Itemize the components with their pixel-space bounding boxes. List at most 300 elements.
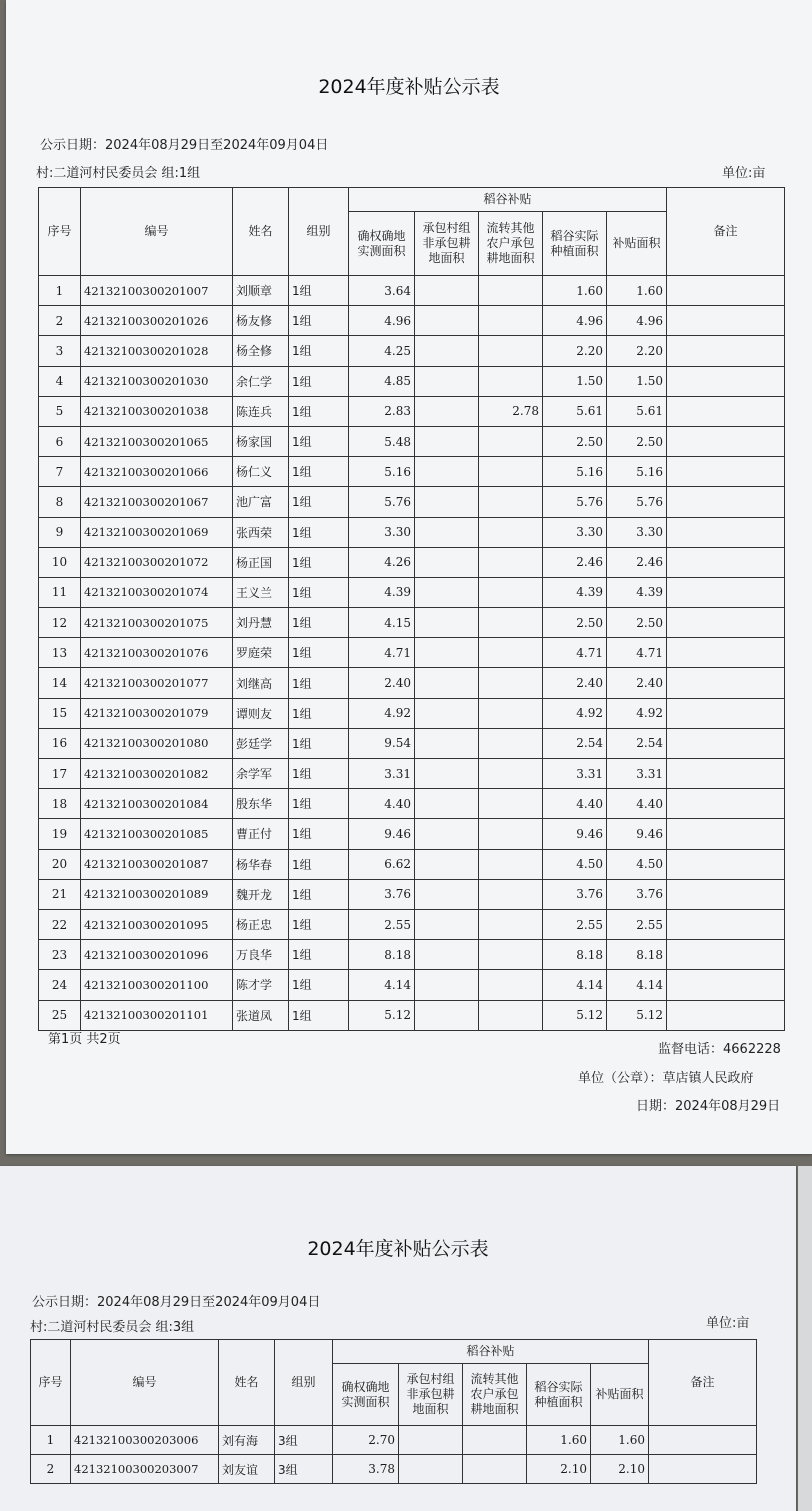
- cell-remark: [667, 276, 785, 306]
- cell-group: 1组: [289, 1000, 349, 1030]
- cell-group: 1组: [289, 940, 349, 970]
- cell-subsidy-area: 2.55: [607, 909, 667, 939]
- cell-name: 彭廷学: [233, 728, 289, 758]
- cell-code: 42132100300201095: [81, 909, 233, 939]
- cell-name: 刘丹慧: [233, 608, 289, 638]
- header-code: 编号: [81, 188, 233, 276]
- cell-confirmed-area: 4.96: [349, 306, 415, 336]
- table-row: [39, 970, 785, 1000]
- cell-confirmed-area: 4.39: [349, 577, 415, 607]
- cell-name: 余学军: [233, 759, 289, 789]
- cell-remark: [667, 577, 785, 607]
- cell-seq: 10: [39, 547, 81, 577]
- cell-transfer-area: [479, 940, 543, 970]
- cell-remark: [667, 426, 785, 456]
- cell-village-area: [415, 517, 479, 547]
- table-row: [39, 638, 785, 668]
- table-row: [39, 306, 785, 336]
- cell-planted-area: 2.50: [543, 608, 607, 638]
- cell-village-area: [415, 457, 479, 487]
- cell-village-area: [415, 396, 479, 426]
- header-subsidy-area: 补贴面积: [607, 212, 667, 276]
- cell-planted-area: 3.30: [543, 517, 607, 547]
- cell-transfer-area: [479, 1000, 543, 1030]
- cell-transfer-area: [479, 879, 543, 909]
- cell-transfer-area: [479, 487, 543, 517]
- cell-subsidy-area: 4.50: [607, 849, 667, 879]
- cell-seq: 15: [39, 698, 81, 728]
- cell-code: 42132100300201085: [81, 819, 233, 849]
- cell-subsidy-area: 2.50: [607, 608, 667, 638]
- header-rice-subsidy: 稻谷补贴: [349, 188, 667, 212]
- cell-planted-area: 8.18: [543, 940, 607, 970]
- header-planted-area: 稻谷实际种植面积: [527, 1364, 591, 1426]
- cell-subsidy-area: 5.76: [607, 487, 667, 517]
- cell-planted-area: 4.71: [543, 638, 607, 668]
- cell-confirmed-area: 3.78: [333, 1455, 399, 1484]
- cell-confirmed-area: 5.12: [349, 1000, 415, 1030]
- cell-confirmed-area: 3.30: [349, 517, 415, 547]
- cell-name: 杨友修: [233, 306, 289, 336]
- cell-seq: 5: [39, 396, 81, 426]
- cell-name: 魏开龙: [233, 879, 289, 909]
- cell-seq: 14: [39, 668, 81, 698]
- cell-confirmed-area: 2.70: [333, 1426, 399, 1455]
- cell-seq: 9: [39, 517, 81, 547]
- cell-remark: [667, 728, 785, 758]
- cell-confirmed-area: 4.71: [349, 638, 415, 668]
- cell-village-area: [415, 940, 479, 970]
- cell-planted-area: 9.46: [543, 819, 607, 849]
- cell-code: 42132100300201030: [81, 366, 233, 396]
- cell-planted-area: 2.46: [543, 547, 607, 577]
- cell-seq: 18: [39, 789, 81, 819]
- cell-group: 1组: [289, 849, 349, 879]
- publication-period: 公示日期：2024年08月29日至2024年09月04日: [32, 1295, 321, 1310]
- cell-subsidy-area: 5.16: [607, 457, 667, 487]
- cell-transfer-area: [479, 970, 543, 1000]
- cell-remark: [667, 547, 785, 577]
- table-row: [31, 1455, 757, 1484]
- cell-name: 杨全修: [233, 336, 289, 366]
- cell-code: 42132100300201077: [81, 668, 233, 698]
- cell-seq: 13: [39, 638, 81, 668]
- cell-name: 杨家国: [233, 426, 289, 456]
- cell-planted-area: 2.20: [543, 336, 607, 366]
- cell-planted-area: 5.61: [543, 396, 607, 426]
- header-rice-subsidy: 稻谷补贴: [333, 1340, 649, 1364]
- table-row: [39, 547, 785, 577]
- cell-code: 42132100300203007: [71, 1455, 219, 1484]
- cell-village-area: [415, 698, 479, 728]
- cell-village-area: [415, 728, 479, 758]
- cell-remark: [667, 759, 785, 789]
- table-row: [39, 668, 785, 698]
- cell-group: 1组: [289, 517, 349, 547]
- cell-remark: [667, 608, 785, 638]
- cell-seq: 1: [31, 1426, 71, 1455]
- cell-village-area: [415, 1000, 479, 1030]
- cell-seq: 8: [39, 487, 81, 517]
- cell-name: 陈才学: [233, 970, 289, 1000]
- header-transfer-area: 流转其他农户承包耕地面积: [479, 212, 543, 276]
- cell-group: 1组: [289, 608, 349, 638]
- cell-seq: 2: [31, 1455, 71, 1484]
- cell-code: 42132100300201087: [81, 849, 233, 879]
- cell-remark: [667, 638, 785, 668]
- cell-code: 42132100300201026: [81, 306, 233, 336]
- cell-code: 42132100300203006: [71, 1426, 219, 1455]
- cell-transfer-area: [479, 698, 543, 728]
- cell-planted-area: 4.92: [543, 698, 607, 728]
- cell-code: 42132100300201028: [81, 336, 233, 366]
- cell-group: 1组: [289, 336, 349, 366]
- cell-village-area: [415, 608, 479, 638]
- cell-name: 万良华: [233, 940, 289, 970]
- cell-transfer-area: [479, 759, 543, 789]
- cell-name: 杨华春: [233, 849, 289, 879]
- cell-subsidy-area: 2.54: [607, 728, 667, 758]
- cell-name: 罗庭荣: [233, 638, 289, 668]
- cell-planted-area: 3.31: [543, 759, 607, 789]
- cell-subsidy-area: 2.50: [607, 426, 667, 456]
- cell-group: 1组: [289, 759, 349, 789]
- header-confirmed-area: 确权确地实测面积: [333, 1364, 399, 1426]
- cell-transfer-area: [479, 306, 543, 336]
- cell-confirmed-area: 2.55: [349, 909, 415, 939]
- cell-group: 1组: [289, 668, 349, 698]
- table-row: [39, 457, 785, 487]
- cell-transfer-area: [463, 1426, 527, 1455]
- cell-planted-area: 4.39: [543, 577, 607, 607]
- header-confirmed-area: 确权确地实测面积: [349, 212, 415, 276]
- cell-remark: [667, 457, 785, 487]
- cell-group: 1组: [289, 366, 349, 396]
- cell-planted-area: 3.76: [543, 879, 607, 909]
- cell-transfer-area: [479, 849, 543, 879]
- cell-confirmed-area: 3.64: [349, 276, 415, 306]
- cell-code: 42132100300201072: [81, 547, 233, 577]
- cell-subsidy-area: 4.96: [607, 306, 667, 336]
- cell-subsidy-area: 4.14: [607, 970, 667, 1000]
- cell-village-area: [415, 970, 479, 1000]
- cell-code: 42132100300201100: [81, 970, 233, 1000]
- cell-planted-area: 2.10: [527, 1455, 591, 1484]
- cell-confirmed-area: 3.76: [349, 879, 415, 909]
- cell-group: 1组: [289, 306, 349, 336]
- cell-code: 42132100300201075: [81, 608, 233, 638]
- cell-group: 1组: [289, 879, 349, 909]
- cell-subsidy-area: 4.92: [607, 698, 667, 728]
- cell-village-area: [415, 547, 479, 577]
- header-seq: 序号: [31, 1340, 71, 1426]
- cell-village-area: [415, 638, 479, 668]
- cell-village-area: [415, 426, 479, 456]
- cell-planted-area: 4.96: [543, 306, 607, 336]
- table-row: [39, 1000, 785, 1030]
- cell-seq: 6: [39, 426, 81, 456]
- cell-planted-area: 5.16: [543, 457, 607, 487]
- cell-remark: [667, 336, 785, 366]
- cell-village-area: [415, 668, 479, 698]
- cell-name: 刘有海: [219, 1426, 275, 1455]
- cell-remark: [667, 487, 785, 517]
- cell-group: 1组: [289, 276, 349, 306]
- cell-remark: [667, 789, 785, 819]
- cell-group: 1组: [289, 819, 349, 849]
- cell-code: 42132100300201007: [81, 276, 233, 306]
- cell-name: 谭则友: [233, 698, 289, 728]
- cell-remark: [667, 366, 785, 396]
- cell-seq: 1: [39, 276, 81, 306]
- cell-group: 1组: [289, 487, 349, 517]
- cell-code: 42132100300201084: [81, 789, 233, 819]
- table-row: [39, 879, 785, 909]
- cell-code: 42132100300201096: [81, 940, 233, 970]
- cell-subsidy-area: 8.18: [607, 940, 667, 970]
- cell-remark: [667, 940, 785, 970]
- cell-transfer-area: [479, 336, 543, 366]
- cell-remark: [667, 849, 785, 879]
- header-village-area: 承包村组非承包耕地面积: [399, 1364, 463, 1426]
- unit-label: 单位:亩: [706, 1316, 750, 1331]
- table-row: [39, 517, 785, 547]
- table-row: [39, 487, 785, 517]
- cell-seq: 7: [39, 457, 81, 487]
- cell-planted-area: 1.60: [543, 276, 607, 306]
- table-row: [39, 698, 785, 728]
- cell-seq: 21: [39, 879, 81, 909]
- village-group-label: 村:二道河村民委员会 组:1组: [36, 166, 201, 181]
- cell-seq: 25: [39, 1000, 81, 1030]
- cell-village-area: [415, 759, 479, 789]
- cell-remark: [667, 396, 785, 426]
- issuing-unit: 单位（公章）：草店镇人民政府: [578, 1071, 754, 1086]
- cell-remark: [667, 698, 785, 728]
- cell-transfer-area: [479, 577, 543, 607]
- cell-transfer-area: 2.78: [479, 396, 543, 426]
- cell-confirmed-area: 2.40: [349, 668, 415, 698]
- cell-remark: [649, 1426, 757, 1455]
- cell-confirmed-area: 4.25: [349, 336, 415, 366]
- cell-transfer-area: [479, 426, 543, 456]
- cell-planted-area: 4.50: [543, 849, 607, 879]
- cell-planted-area: 1.60: [527, 1426, 591, 1455]
- cell-code: 42132100300201082: [81, 759, 233, 789]
- header-remark: 备注: [667, 188, 785, 276]
- cell-confirmed-area: 9.54: [349, 728, 415, 758]
- cell-seq: 22: [39, 909, 81, 939]
- cell-name: 刘友谊: [219, 1455, 275, 1484]
- cell-code: 42132100300201076: [81, 638, 233, 668]
- table-row: [39, 608, 785, 638]
- table-row: [39, 366, 785, 396]
- cell-planted-area: 5.76: [543, 487, 607, 517]
- cell-planted-area: 4.40: [543, 789, 607, 819]
- cell-confirmed-area: 5.76: [349, 487, 415, 517]
- cell-subsidy-area: 4.71: [607, 638, 667, 668]
- cell-village-area: [415, 577, 479, 607]
- cell-name: 陈连兵: [233, 396, 289, 426]
- cell-seq: 12: [39, 608, 81, 638]
- subsidy-table-page-2: [30, 1339, 757, 1484]
- table-row: [39, 759, 785, 789]
- cell-name: 杨仁义: [233, 457, 289, 487]
- sheet-title: 2024年度补贴公示表: [318, 76, 500, 98]
- cell-confirmed-area: 4.40: [349, 789, 415, 819]
- cell-remark: [649, 1455, 757, 1484]
- cell-group: 1组: [289, 577, 349, 607]
- table-row: [39, 940, 785, 970]
- cell-transfer-area: [479, 517, 543, 547]
- header-code: 编号: [71, 1340, 219, 1426]
- cell-remark: [667, 668, 785, 698]
- cell-remark: [667, 517, 785, 547]
- cell-name: 曹正付: [233, 819, 289, 849]
- cell-group: 1组: [289, 426, 349, 456]
- cell-seq: 2: [39, 306, 81, 336]
- cell-transfer-area: [479, 276, 543, 306]
- cell-name: 王义兰: [233, 577, 289, 607]
- page-info: 第1页 共2页: [48, 1032, 121, 1047]
- cell-transfer-area: [479, 819, 543, 849]
- cell-confirmed-area: 9.46: [349, 819, 415, 849]
- cell-village-area: [415, 849, 479, 879]
- cell-village-area: [415, 879, 479, 909]
- cell-remark: [667, 819, 785, 849]
- cell-code: 42132100300201066: [81, 457, 233, 487]
- cell-subsidy-area: 2.40: [607, 668, 667, 698]
- cell-code: 42132100300201080: [81, 728, 233, 758]
- cell-name: 张西荣: [233, 517, 289, 547]
- cell-group: 1组: [289, 638, 349, 668]
- cell-village-area: [415, 819, 479, 849]
- cell-code: 42132100300201074: [81, 577, 233, 607]
- cell-transfer-area: [479, 668, 543, 698]
- supervision-hotline: 监督电话：4662228: [658, 1042, 781, 1057]
- cell-group: 1组: [289, 728, 349, 758]
- cell-subsidy-area: 4.40: [607, 789, 667, 819]
- cell-group: 1组: [289, 909, 349, 939]
- table-row: [39, 577, 785, 607]
- cell-village-area: [399, 1455, 463, 1484]
- cell-subsidy-area: 9.46: [607, 819, 667, 849]
- issue-date: 日期：2024年08月29日: [636, 1099, 781, 1114]
- cell-code: 42132100300201067: [81, 487, 233, 517]
- cell-code: 42132100300201079: [81, 698, 233, 728]
- cell-seq: 16: [39, 728, 81, 758]
- cell-name: 杨正忠: [233, 909, 289, 939]
- cell-subsidy-area: 3.76: [607, 879, 667, 909]
- cell-transfer-area: [463, 1455, 527, 1484]
- table-row: [39, 728, 785, 758]
- cell-confirmed-area: 2.83: [349, 396, 415, 426]
- notice-sheet-page-1: [6, 0, 812, 1154]
- adjacent-sheet-edge: [798, 1166, 812, 1511]
- cell-seq: 4: [39, 366, 81, 396]
- table-row: [39, 396, 785, 426]
- header-planted-area: 稻谷实际种植面积: [543, 212, 607, 276]
- cell-transfer-area: [479, 366, 543, 396]
- village-group-label: 村:二道河村民委员会 组:3组: [30, 1320, 195, 1335]
- cell-remark: [667, 970, 785, 1000]
- cell-name: 刘顺章: [233, 276, 289, 306]
- cell-transfer-area: [479, 638, 543, 668]
- cell-subsidy-area: 2.46: [607, 547, 667, 577]
- cell-name: 张道凤: [233, 1000, 289, 1030]
- cell-subsidy-area: 1.50: [607, 366, 667, 396]
- cell-code: 42132100300201101: [81, 1000, 233, 1030]
- cell-planted-area: 4.14: [543, 970, 607, 1000]
- cell-village-area: [415, 306, 479, 336]
- cell-name: 余仁学: [233, 366, 289, 396]
- table-row: [39, 336, 785, 366]
- cell-village-area: [415, 487, 479, 517]
- cell-village-area: [415, 909, 479, 939]
- cell-name: 殷东华: [233, 789, 289, 819]
- cell-village-area: [415, 276, 479, 306]
- cell-code: 42132100300201038: [81, 396, 233, 426]
- unit-label: 单位:亩: [722, 166, 766, 181]
- cell-subsidy-area: 5.12: [607, 1000, 667, 1030]
- cell-code: 42132100300201089: [81, 879, 233, 909]
- cell-village-area: [415, 789, 479, 819]
- cell-seq: 20: [39, 849, 81, 879]
- sheet-title: 2024年度补贴公示表: [307, 1238, 489, 1260]
- cell-transfer-area: [479, 457, 543, 487]
- cell-remark: [667, 879, 785, 909]
- cell-seq: 19: [39, 819, 81, 849]
- cell-transfer-area: [479, 547, 543, 577]
- cell-confirmed-area: 5.16: [349, 457, 415, 487]
- table-row: [39, 819, 785, 849]
- cell-seq: 23: [39, 940, 81, 970]
- cell-seq: 17: [39, 759, 81, 789]
- header-seq: 序号: [39, 188, 81, 276]
- cell-remark: [667, 1000, 785, 1030]
- cell-seq: 24: [39, 970, 81, 1000]
- cell-confirmed-area: 3.31: [349, 759, 415, 789]
- header-name: 姓名: [233, 188, 289, 276]
- cell-confirmed-area: 4.85: [349, 366, 415, 396]
- subsidy-table: [38, 187, 785, 1031]
- cell-group: 3组: [275, 1455, 333, 1484]
- cell-subsidy-area: 5.61: [607, 396, 667, 426]
- cell-village-area: [399, 1426, 463, 1455]
- cell-remark: [667, 909, 785, 939]
- header-village-area: 承包村组非承包耕地面积: [415, 212, 479, 276]
- cell-confirmed-area: 8.18: [349, 940, 415, 970]
- cell-group: 1组: [289, 547, 349, 577]
- header-group: 组别: [275, 1340, 333, 1426]
- header-group: 组别: [289, 188, 349, 276]
- cell-transfer-area: [479, 909, 543, 939]
- header-remark: 备注: [649, 1340, 757, 1426]
- cell-subsidy-area: 2.20: [607, 336, 667, 366]
- cell-planted-area: 2.54: [543, 728, 607, 758]
- cell-subsidy-area: 2.10: [591, 1455, 649, 1484]
- header-name: 姓名: [219, 1340, 275, 1426]
- cell-planted-area: 2.50: [543, 426, 607, 456]
- cell-group: 1组: [289, 457, 349, 487]
- table-row: [39, 789, 785, 819]
- cell-group: 3组: [275, 1426, 333, 1455]
- cell-seq: 3: [39, 336, 81, 366]
- cell-name: 池广富: [233, 487, 289, 517]
- cell-subsidy-area: 3.31: [607, 759, 667, 789]
- table-row: [31, 1426, 757, 1455]
- cell-transfer-area: [479, 728, 543, 758]
